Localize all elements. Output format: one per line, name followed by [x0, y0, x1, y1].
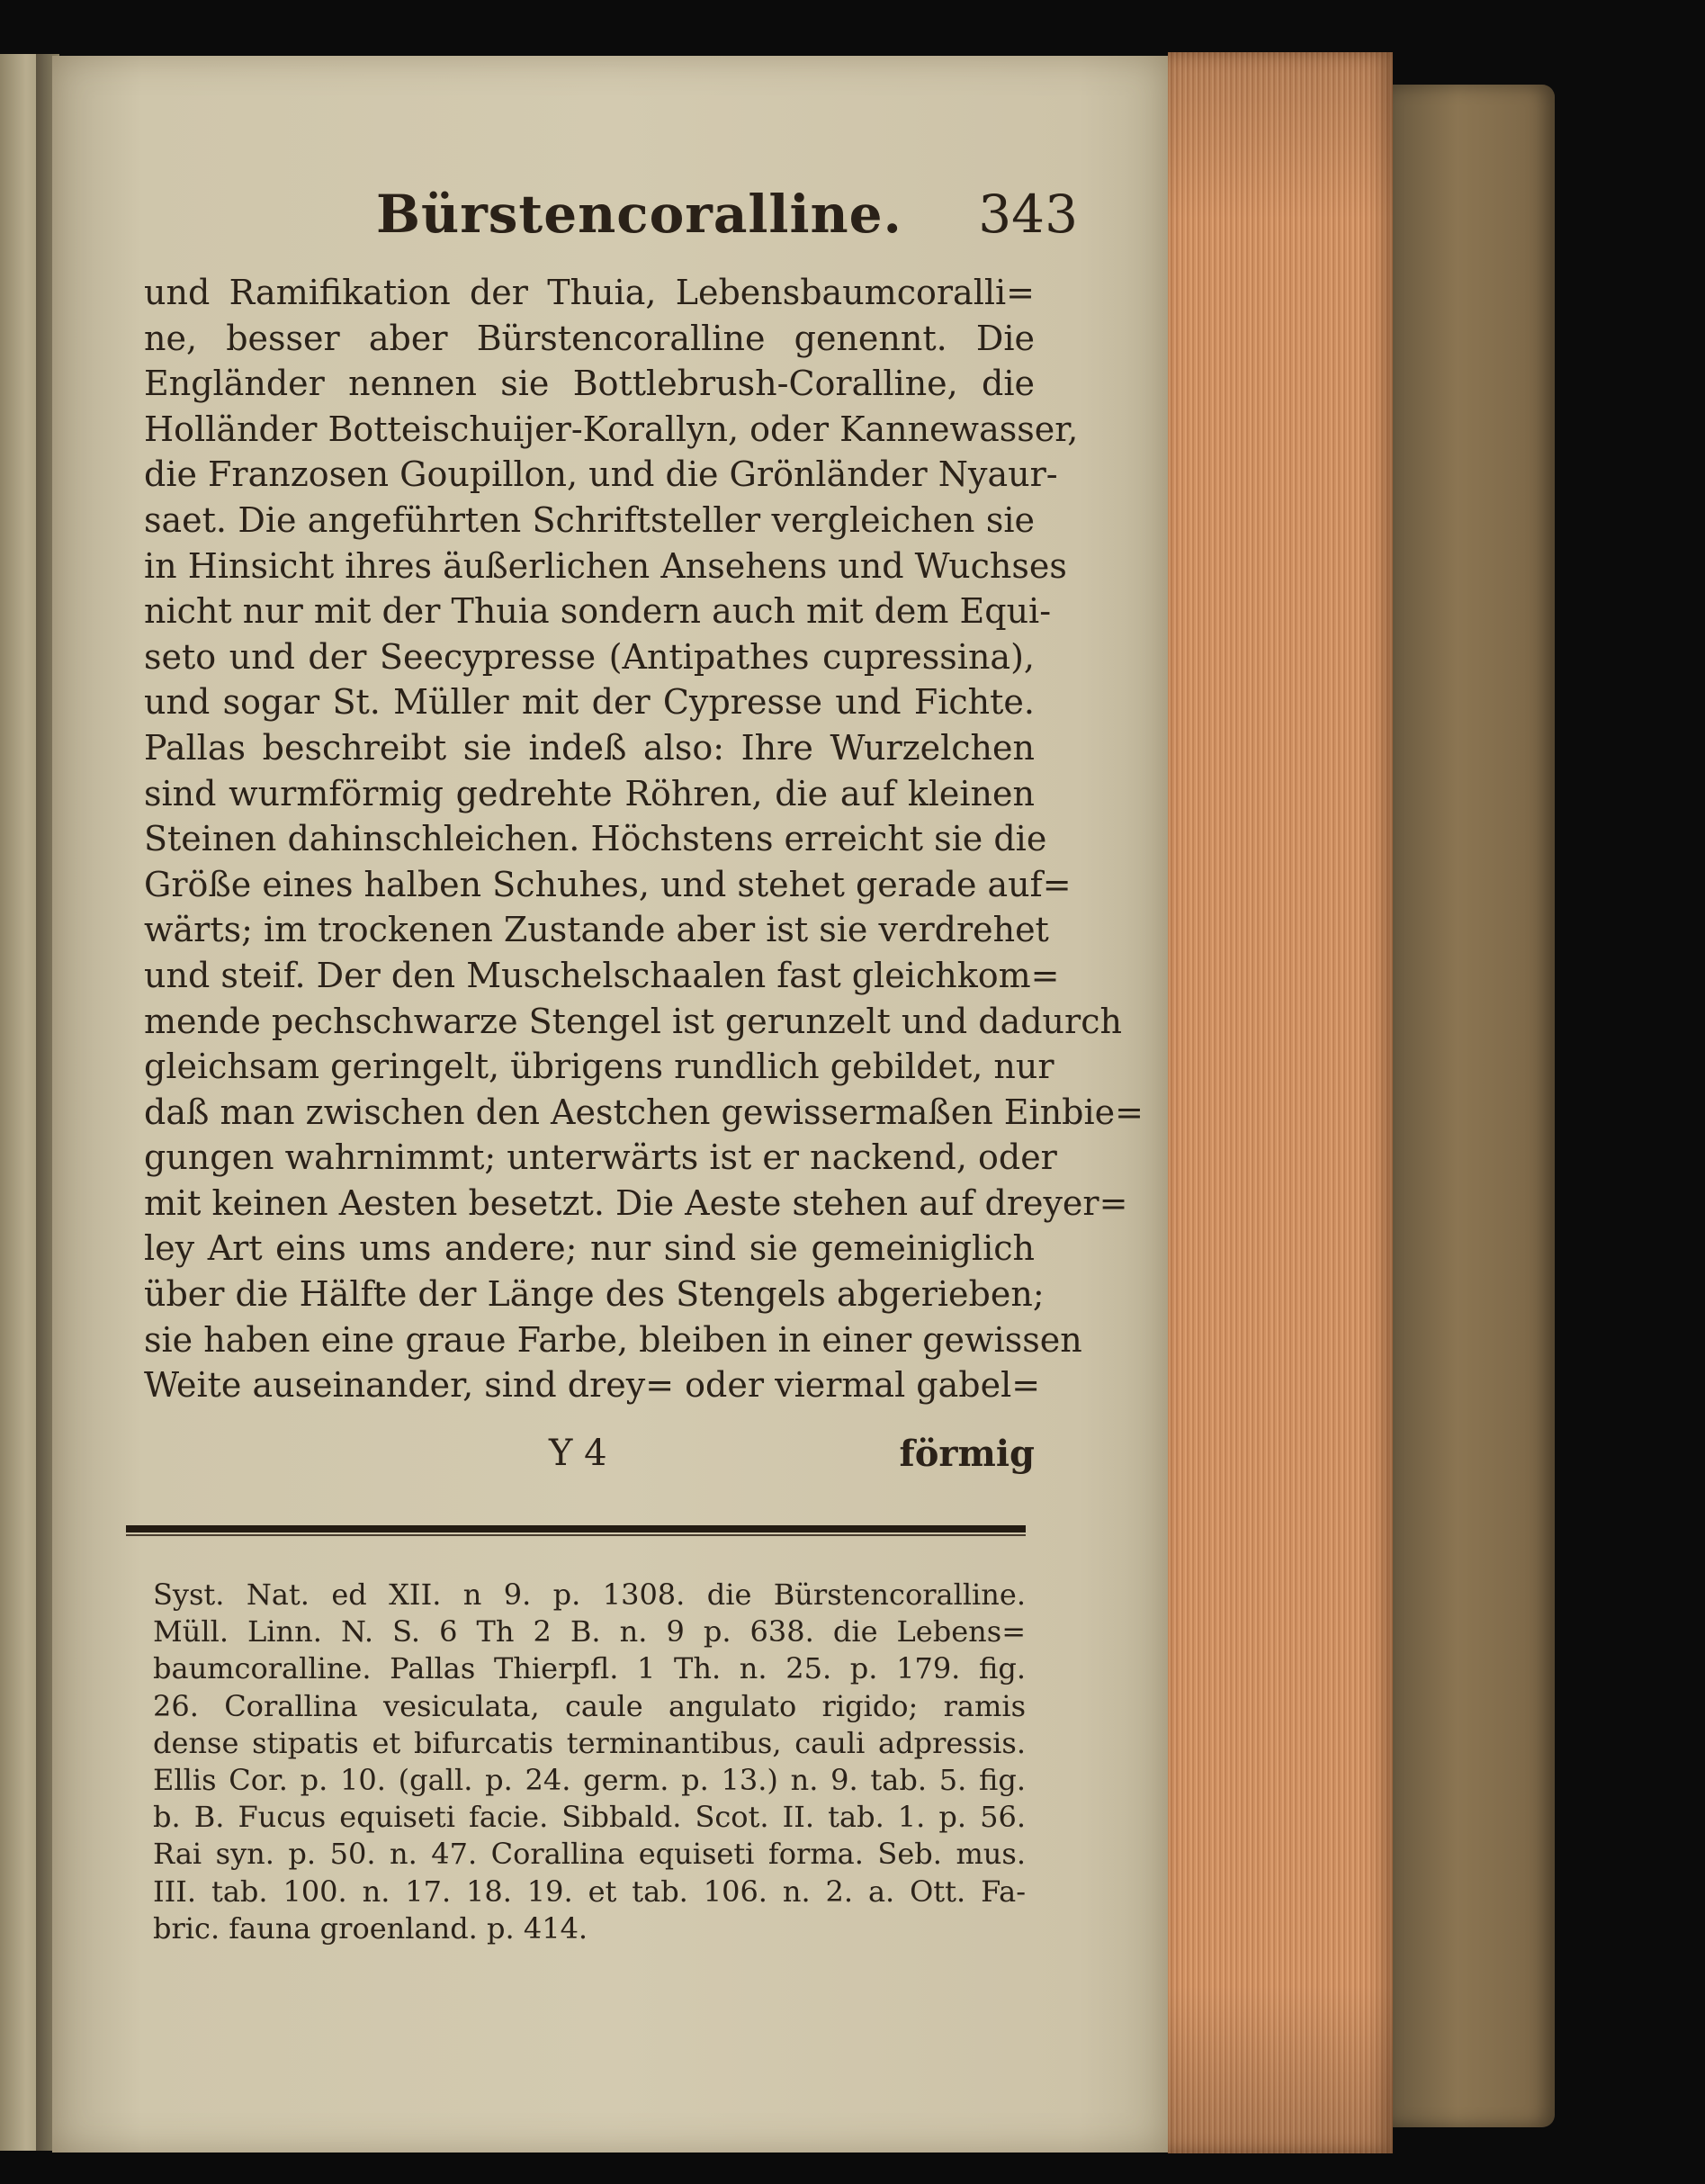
book-cover-board — [1393, 85, 1555, 2127]
footnote-line: baumcoralline. Pallas Thierpfl. 1 Th. n. 25. p. 179. fig. — [153, 1651, 1026, 1686]
text-line: sie haben eine graue Farbe, bleiben in einer gewissen — [144, 1319, 1082, 1360]
text-line: Engländer nennen sie Bottlebrush-Coralline, die — [144, 364, 1035, 404]
text-line: ne, besser aber Bürstencoralline genennt. Die — [144, 318, 1035, 358]
text-line: saet. Die angeführten Schriftsteller vergleichen sie — [144, 499, 1035, 540]
text-line: Steinen dahinschleichen. Höchstens erreicht sie die — [144, 819, 1047, 859]
text-line: Holländer Botteischuijer-Korallyn, oder Kannewasser, — [144, 409, 1079, 449]
text-line: gungen wahrnimmt; unterwärts ist er nackend, oder — [144, 1137, 1057, 1178]
text-line: gleichsam geringelt, übrigens rundlich gebildet, nur — [144, 1047, 1054, 1087]
footnote-line: bric. fauna groenland. p. 414. — [153, 1910, 588, 1946]
text-line: Größe eines halben Schuhes, und stehet gerade auf= — [144, 864, 1072, 904]
page-header — [376, 184, 1078, 247]
text-line: mende pechschwarze Stengel ist gerunzelt und dadurch — [144, 1001, 1122, 1041]
text-line: über die Hälfte der Länge des Stengels abgerieben; — [144, 1274, 1045, 1315]
footnote-line: Müll. Linn. N. S. 6 Th 2 B. n. 9 p. 638. die Lebens= — [153, 1614, 1026, 1649]
text-line: und Ramifikation der Thuia, Lebensbaumcoralli= — [144, 273, 1035, 312]
signature-mark: Y 4 — [549, 1433, 607, 1474]
text-line: seto und der Seecypresse (Antipathes cupressina), — [144, 636, 1035, 677]
footnote-line: 26. Corallina vesiculata, caule angulato rigido; ramis — [153, 1688, 1026, 1723]
footnote-divider — [126, 1525, 1026, 1532]
text-line: ley Art eins ums andere; nur sind sie gemeiniglich — [144, 1228, 1035, 1269]
footnotes — [153, 1577, 1026, 1947]
text-line: wärts; im trockenen Zustande aber ist sie verdrehet — [144, 910, 1049, 950]
text-line: sind wurmförmig gedrehte Röhren, die auf kleinen — [144, 773, 1035, 813]
footnote-line: Ellis Cor. p. 10. (gall. p. 24. germ. p. 13.) n. 9. tab. 5. fig. — [153, 1762, 1026, 1797]
text-line: in Hinsicht ihres äußerlichen Ansehens und Wuchses — [144, 545, 1067, 586]
text-line: und sogar St. Müller mit der Cypresse und Fichte. — [144, 682, 1035, 723]
text-line: nicht nur mit der Thuia sondern auch mit dem Equi- — [144, 591, 1052, 632]
catchline — [144, 1433, 1035, 1479]
fore-edge-shadow — [1168, 52, 1393, 2153]
footnote-line: Rai syn. p. 50. n. 47. Corallina equiseti forma. Seb. mus. — [153, 1837, 1026, 1872]
text-line: Pallas beschreibt sie indeß also: Ihre Wurzelchen — [144, 727, 1035, 768]
running-title: Bürstencoralline. — [376, 184, 902, 245]
text-line: und steif. Der den Muschelschaalen fast gleichkom= — [144, 955, 1060, 995]
footnote-line: b. B. Fucus equiseti facie. Sibbald. Scot. II. tab. 1. p. 56. — [153, 1800, 1026, 1835]
book-page — [52, 56, 1168, 2153]
main-text — [144, 270, 1144, 1408]
text-line: mit keinen Aesten besetzt. Die Aeste stehen auf dreyer= — [144, 1182, 1128, 1223]
footnote-line: dense stipatis et bifurcatis terminantibus, cauli adpressis. — [153, 1725, 1026, 1760]
text-line: die Franzosen Goupillon, und die Grönländer Nyaur- — [144, 454, 1058, 495]
text-line: Weite auseinander, sind drey= oder viermal gabel= — [144, 1365, 1041, 1406]
page-number: 343 — [978, 184, 1078, 245]
footnote-divider-thin — [126, 1534, 1026, 1536]
catchword: förmig — [899, 1433, 1035, 1475]
footnote-line: Syst. Nat. ed XII. n 9. p. 1308. die Bürstencoralline. — [153, 1577, 1026, 1612]
footnote-line: III. tab. 100. n. 17. 18. 19. et tab. 106. n. 2. a. Ott. Fa- — [153, 1874, 1026, 1909]
text-line: daß man zwischen den Aestchen gewissermaßen Einbie= — [144, 1092, 1144, 1132]
